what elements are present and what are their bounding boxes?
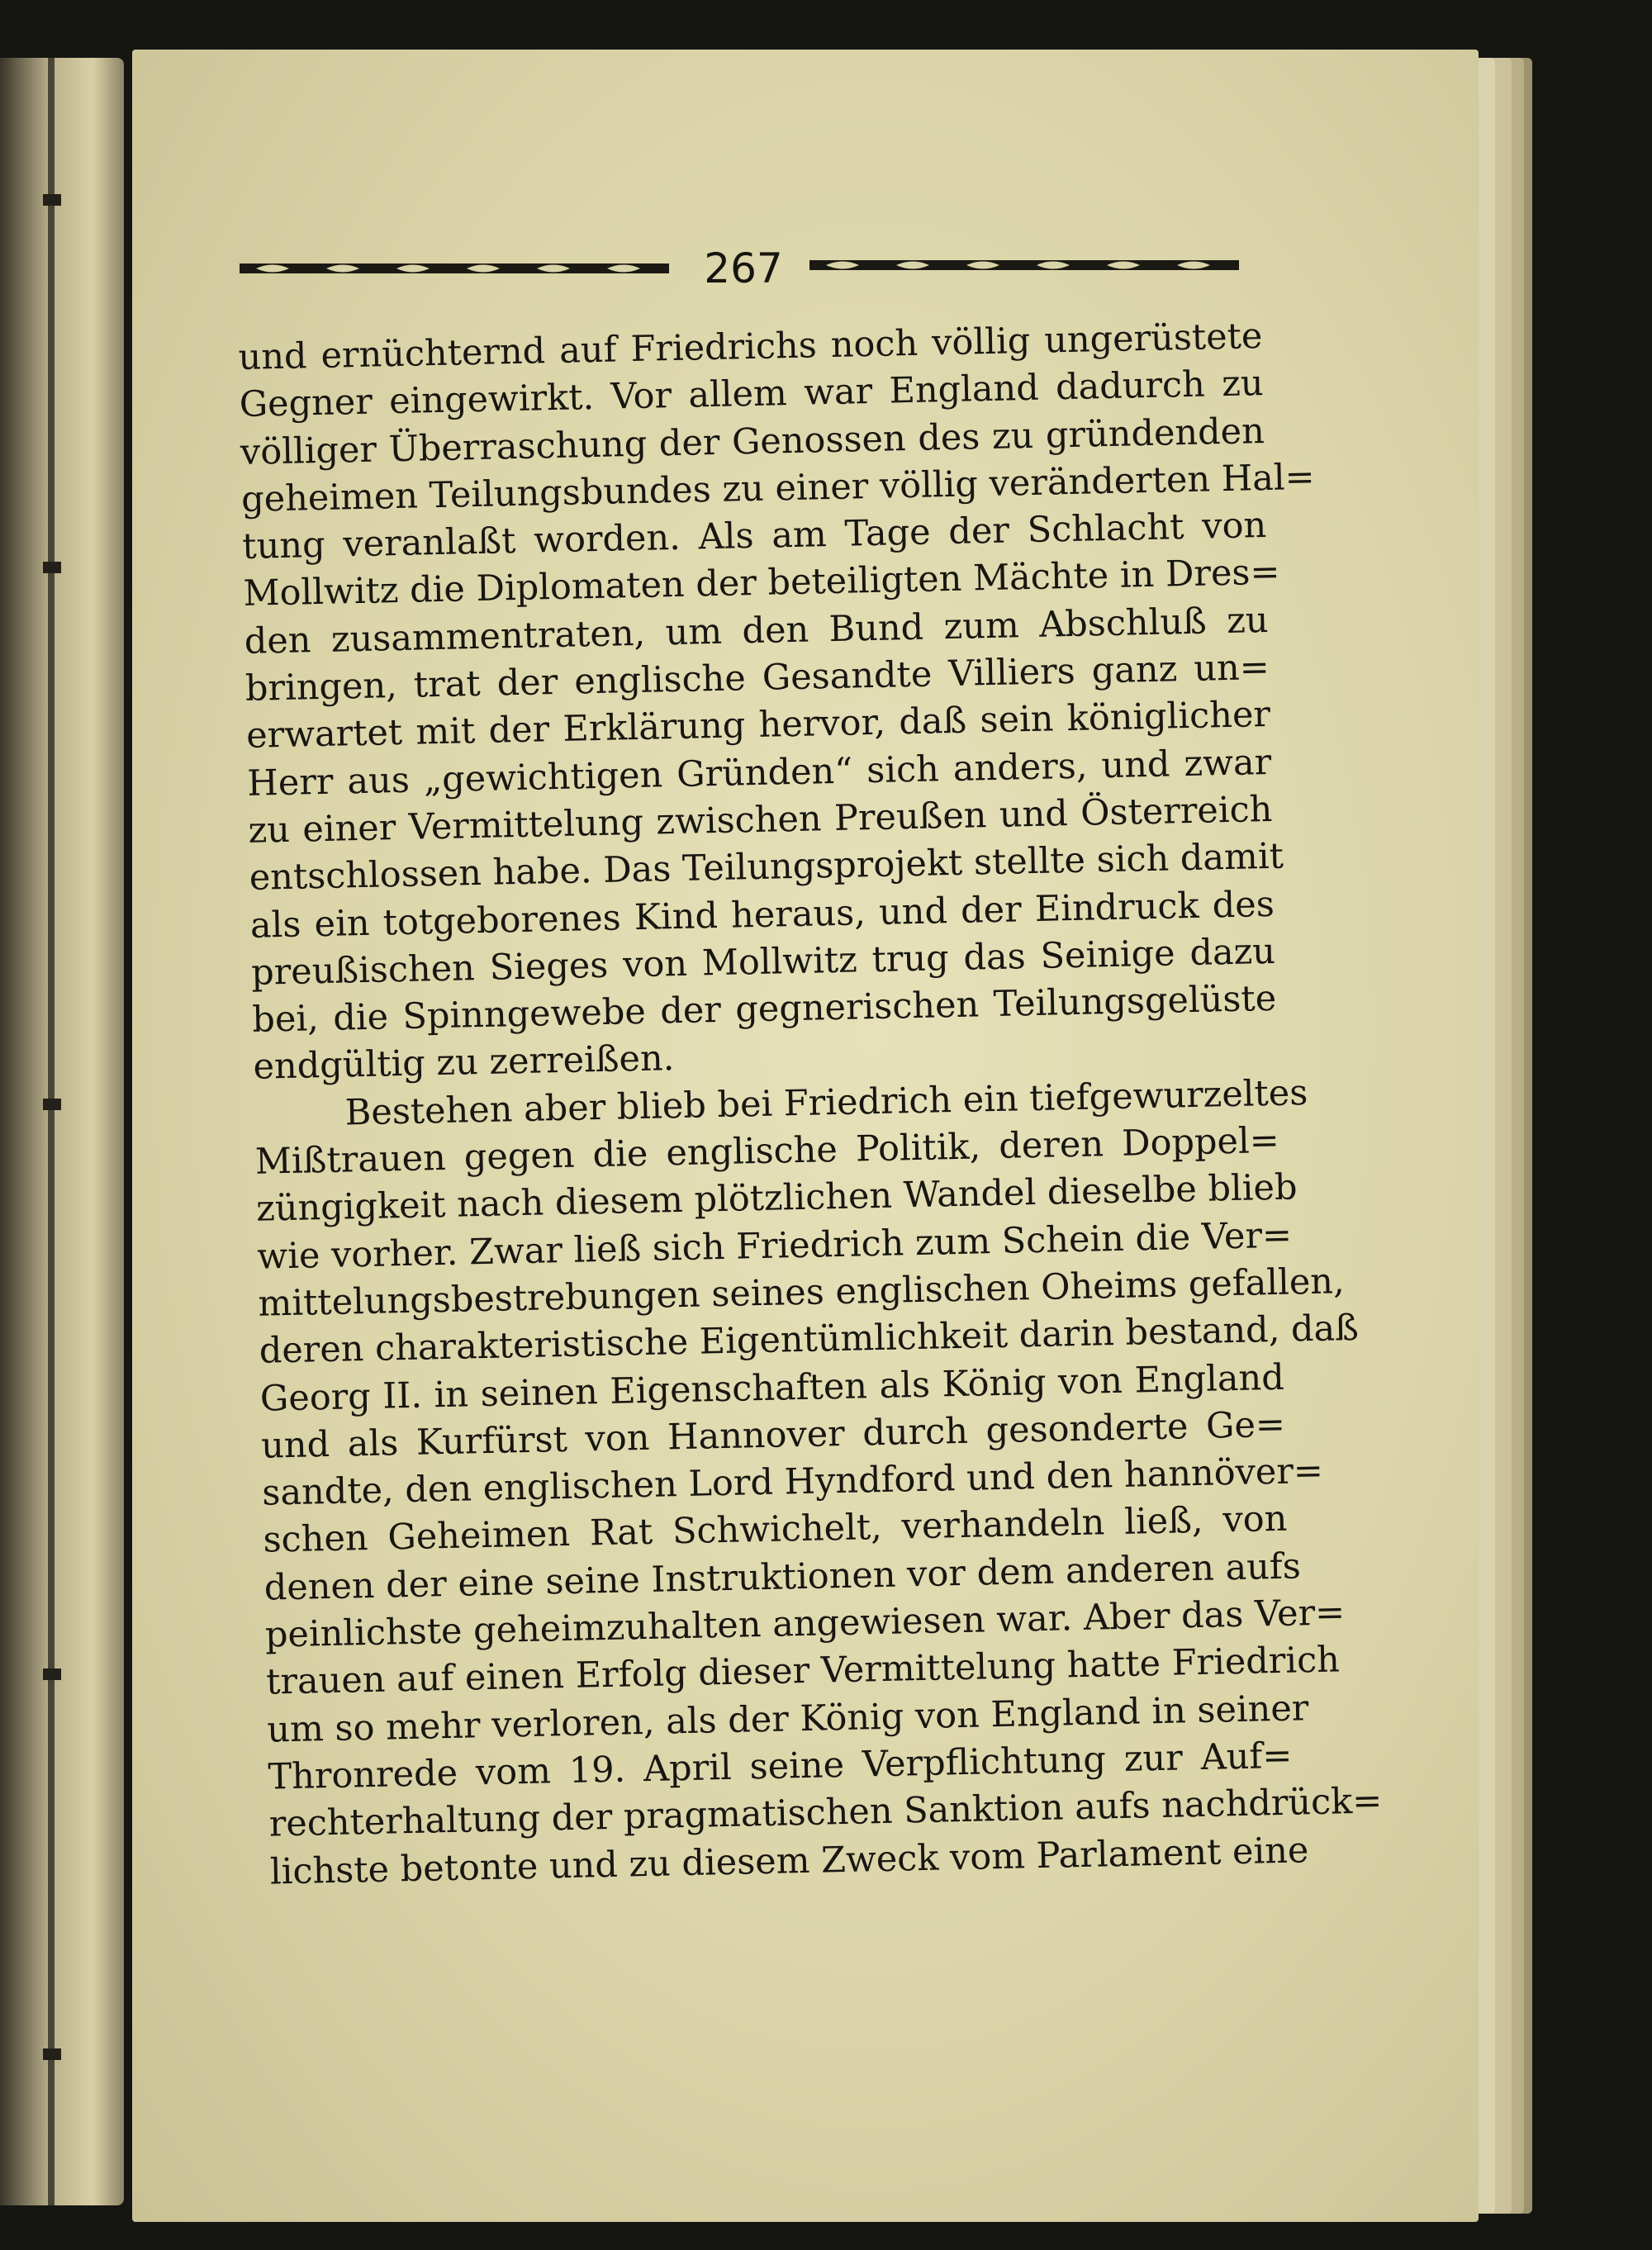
text-line: sandte, den englischen Lord Hyndford und den hannöver= xyxy=(261,1450,1324,1514)
text-line: denen der eine seine Instruktionen vor dem anderen aufs xyxy=(263,1545,1302,1609)
text-line: peinlichste geheimzuhalten angewiesen war. Aber das Ver= xyxy=(264,1592,1346,1656)
text-line: rechterhaltung der pragmatischen Sanktion aufs nachdrück= xyxy=(268,1780,1383,1845)
left-page-edge xyxy=(0,58,124,2205)
text-line: Bestehen aber blieb bei Friedrich ein tiefgewurzeltes xyxy=(344,1071,1308,1134)
binding-stitch xyxy=(43,1669,61,1680)
binding-stitch xyxy=(43,1099,61,1110)
text-line: deren charakteristische Eigentümlichkeit darin bestand, daß xyxy=(259,1308,1360,1372)
ornament-border-left xyxy=(240,255,669,282)
text-line: Mißtrauen gegen die englische Politik, deren Doppel= xyxy=(254,1119,1280,1183)
ornament-border-right xyxy=(809,255,1239,282)
text-line: züngigkeit nach diesem plötzlichen Wandel dieselbe blieb xyxy=(255,1166,1298,1231)
text-line: Gegner eingewirkt. Vor allem war England dadurch zu xyxy=(239,363,1265,426)
text-line: wie vorher. Zwar ließ sich Friedrich zum Schein die Ver= xyxy=(256,1214,1293,1278)
text-line: schen Geheimen Rat Schwichelt, verhandeln ließ, von xyxy=(263,1498,1288,1562)
text-line: bringen, trat der englische Gesandte Villiers ganz un= xyxy=(244,647,1270,710)
text-line: trauen auf einen Erfolg dieser Vermittelung hatte Friedrich xyxy=(265,1639,1341,1703)
text-line: und ernüchternd auf Friedrichs noch völlig ungerüstete xyxy=(238,316,1263,378)
text-line: preußischen Sieges von Mollwitz trug das Seinige dazu xyxy=(250,930,1276,994)
page-header xyxy=(240,244,1268,293)
text-line: erwartet mit der Erklärung hervor, daß sein königlicher xyxy=(245,694,1271,757)
binding-stitch xyxy=(43,194,61,206)
text-line: endgültig zu zerreißen. xyxy=(253,1037,675,1089)
text-line: zu einer Vermittelung zwischen Preußen und Österreich xyxy=(248,788,1273,852)
text-line: als ein totgeborenes Kind heraus, und der Eindruck des xyxy=(249,883,1275,947)
text-line: lichste betonte und zu diesem Zweck vom Parlament eine xyxy=(269,1829,1309,1893)
book-spine xyxy=(48,58,55,2205)
text-line: völliger Überraschung der Genossen des zu gründenden xyxy=(240,410,1265,473)
text-line: um so mehr verloren, als der König von England in seiner xyxy=(266,1687,1309,1751)
text-line: entschlossen habe. Das Teilungsprojekt stellte sich damit xyxy=(249,835,1284,900)
text-line: den zusammentraten, um den Bund zum Abschluß zu xyxy=(244,599,1270,662)
text-line: Georg II. in seinen Eigenschaften als König von England xyxy=(259,1356,1285,1420)
text-line: geheimen Teilungsbundes zu einer völlig veränderten Hal= xyxy=(240,456,1316,520)
binding-stitch xyxy=(43,562,61,573)
body-text xyxy=(238,313,1383,1896)
text-line: Thronrede vom 19. April seine Verpflichtung zur Auf= xyxy=(268,1735,1293,1798)
text-line: Herr aus „gewichtigen Gründen“ sich anders, und zwar xyxy=(246,741,1272,805)
text-line: bei, die Spinngewebe der gegnerischen Teilungsgelüste xyxy=(251,978,1277,1041)
page-number: 267 xyxy=(704,244,783,292)
binding-stitch xyxy=(43,2048,61,2060)
text-line: mittelungsbestrebungen seines englischen Oheims gefallen, xyxy=(258,1260,1346,1325)
text-line: und als Kurfürst von Hannover durch gesonderte Ge= xyxy=(260,1403,1286,1467)
text-line: tung veranlaßt worden. Als am Tage der Schlacht von xyxy=(241,505,1267,568)
text-line: Mollwitz die Diplomaten der beteiligten Mächte in Dres= xyxy=(243,552,1281,615)
